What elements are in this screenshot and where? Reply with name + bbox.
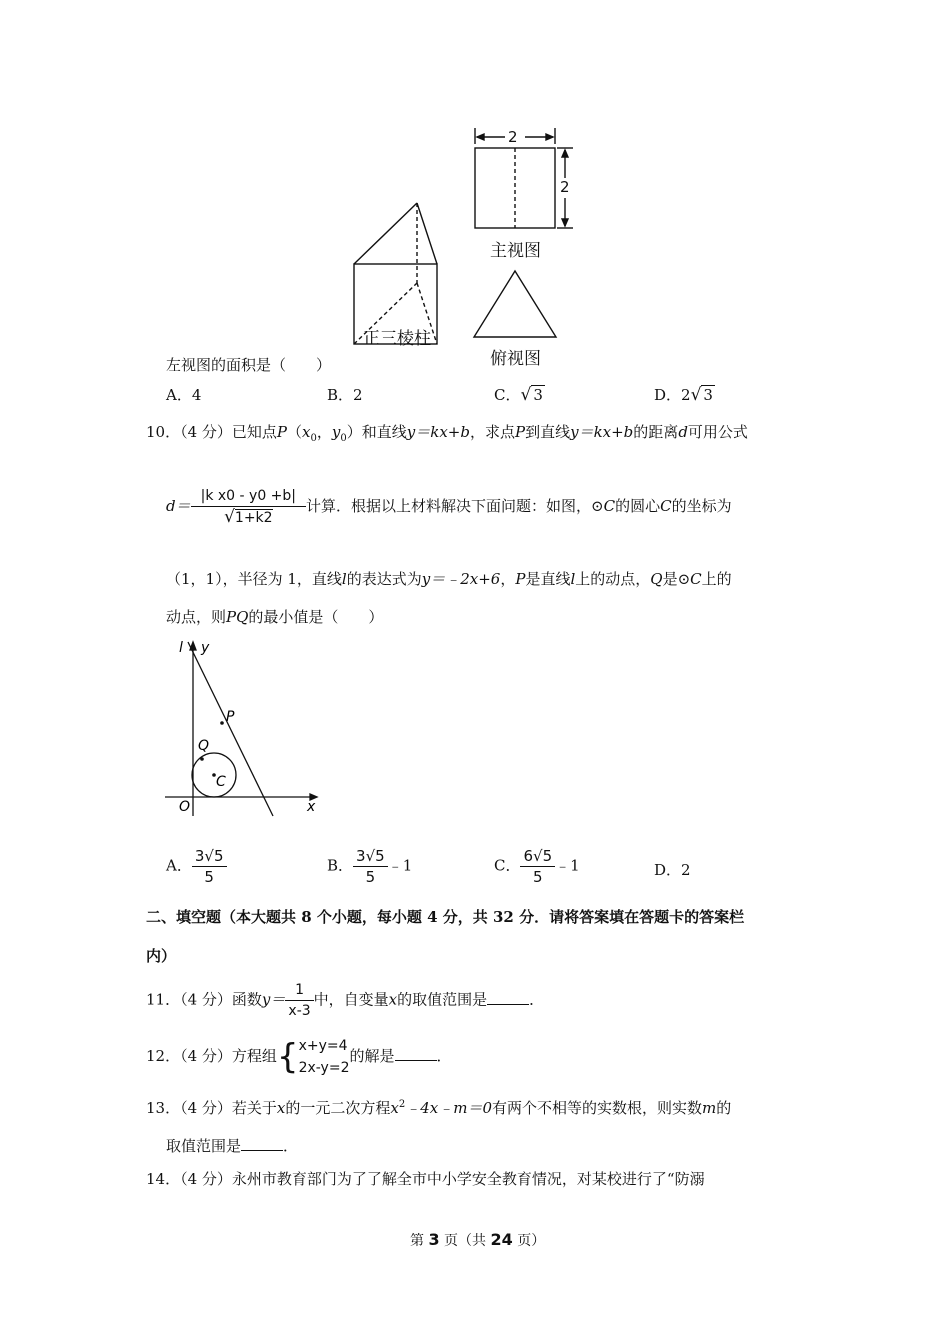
function-fraction	[285, 980, 313, 1021]
answer-blank[interactable]	[487, 990, 529, 1005]
text: ．	[529, 990, 545, 1009]
var: C	[660, 497, 672, 515]
question-score: （4 分）	[180, 1047, 232, 1065]
text: 可用公式	[687, 423, 748, 441]
top-view-label: 俯视图	[490, 349, 541, 369]
var: l	[341, 570, 347, 588]
q9-option-d[interactable]	[654, 384, 715, 405]
fraction-numerator: 3√5	[192, 846, 227, 867]
text: ．	[436, 1047, 452, 1065]
formula-denominator	[191, 507, 306, 528]
option-radicand: 3	[533, 386, 543, 404]
equation: y＝kx+b	[570, 423, 634, 441]
text: 已知点	[231, 423, 277, 441]
sqrt-icon: √	[520, 385, 532, 405]
var: m	[702, 1099, 717, 1117]
option-letter: A．	[166, 856, 192, 875]
text: （1，1），半径为 1，直线	[166, 570, 342, 588]
fraction-denominator: 5	[365, 868, 376, 886]
label-q: Q	[198, 738, 210, 754]
question-score: （4 分）	[180, 990, 232, 1009]
q10-line-2	[166, 486, 732, 528]
question-score: （4 分）	[180, 1099, 232, 1117]
equation: x	[390, 1099, 399, 1117]
label-x: x	[307, 799, 316, 815]
distance-formula	[191, 486, 306, 528]
option-radicand: 3	[703, 386, 713, 404]
var: y	[331, 423, 341, 441]
answer-blank[interactable]	[241, 1136, 283, 1151]
text: 的取值范围是	[397, 990, 488, 1009]
page-total: 24	[490, 1230, 513, 1249]
question-number: 14．	[146, 1170, 181, 1188]
q10-option-a[interactable]	[166, 846, 227, 887]
text: 的圆心	[615, 497, 661, 515]
point-q	[200, 757, 204, 761]
text: ，求点	[469, 423, 515, 441]
question-number: 12．	[146, 1047, 181, 1065]
q9-option-b[interactable]	[327, 384, 363, 405]
superscript: 2	[398, 1099, 406, 1110]
subscript: 0	[340, 433, 347, 444]
formula-numerator: |k x0 - y0 +b|	[191, 486, 306, 507]
text: 是⊙	[662, 570, 691, 588]
q10-option-b[interactable]	[327, 846, 412, 887]
q10-option-d[interactable]	[654, 859, 691, 880]
option-letter: B．	[327, 386, 354, 404]
text: 方程组	[231, 1047, 277, 1065]
option-fraction	[353, 846, 388, 887]
question-score: （4 分）	[180, 423, 232, 441]
label-p: P	[226, 709, 235, 725]
q9-option-a[interactable]	[166, 384, 201, 405]
q10-option-c[interactable]	[494, 846, 580, 887]
option-letter: C．	[494, 386, 521, 404]
text: ，	[316, 423, 332, 441]
brace-icon: {	[276, 1037, 299, 1077]
fraction-denominator: 5	[533, 868, 543, 886]
text: 动点，则	[166, 608, 227, 626]
option-letter: C．	[494, 856, 521, 875]
top-view-figure	[470, 268, 560, 340]
var: x	[302, 423, 311, 441]
q9-stem-tail: 左视图的面积是（ ）	[166, 356, 332, 374]
sqrt-icon: √	[224, 507, 235, 527]
option-value: 2	[353, 386, 363, 404]
var: P	[515, 570, 526, 588]
equation: y＝	[261, 990, 286, 1009]
var: d	[678, 423, 688, 441]
text: 的一元二次方程	[285, 1099, 391, 1117]
prism-label: 正三棱柱	[363, 329, 431, 349]
question-score: （4 分）	[180, 1170, 232, 1188]
option-value: 2	[681, 861, 691, 879]
text: 页（共	[444, 1233, 487, 1249]
equation-system	[299, 1035, 350, 1079]
text: 是直线	[525, 570, 571, 588]
var: C	[690, 570, 702, 588]
option-fraction	[192, 846, 227, 887]
answer-blank[interactable]	[395, 1046, 437, 1061]
label-l: l	[179, 640, 183, 656]
q10-graph	[165, 638, 325, 820]
text: 计算．根据以上材料解决下面问题：如图，⊙	[306, 497, 604, 515]
question-number: 13．	[146, 1099, 181, 1117]
q12	[146, 1035, 452, 1079]
dim-height-label: 2	[560, 178, 570, 196]
text: 取值范围是	[166, 1137, 242, 1155]
question-number: 11．	[146, 990, 181, 1009]
label-o: O	[179, 799, 191, 815]
text: 的	[716, 1099, 732, 1117]
text: 永州市教育部门为了了解全市中小学安全教育情况，对某校进行了“防溺	[231, 1170, 705, 1188]
text: ．	[283, 1137, 299, 1155]
q10-line-4	[166, 606, 383, 627]
var: x	[388, 990, 398, 1009]
front-view-label: 主视图	[490, 241, 541, 261]
dim-width-label: 2	[508, 128, 518, 146]
text: 的坐标为	[671, 497, 732, 515]
fraction-numerator: 6√5	[520, 846, 555, 867]
q13-line-2	[166, 1135, 298, 1156]
text: 第	[410, 1233, 424, 1249]
option-letter: D．	[654, 861, 682, 879]
option-suffix: ﹣1	[387, 856, 413, 875]
page-number: 3	[428, 1230, 440, 1249]
text: 的表达式为	[346, 570, 422, 588]
option-value: 4	[191, 386, 202, 404]
text: 中，自变量	[313, 990, 389, 1009]
page-footer	[410, 1230, 545, 1250]
option-letter: B．	[327, 856, 354, 875]
equation-1: x+y=4	[298, 1038, 348, 1054]
point-p	[220, 721, 224, 725]
var: P	[276, 423, 288, 441]
text: 若关于	[231, 1099, 277, 1117]
text: ）和直线	[346, 423, 407, 441]
q11	[146, 980, 544, 1021]
formula-radicand: 1+k2	[234, 510, 273, 526]
fraction-denominator: 5	[204, 868, 214, 886]
q10-line-3	[166, 568, 732, 589]
var: P	[514, 423, 526, 441]
option-suffix: ﹣1	[555, 856, 580, 875]
text: 上的	[701, 570, 732, 588]
text: 到直线	[525, 423, 571, 441]
sqrt-icon: √	[690, 385, 702, 405]
q10-line-1: 10．（4 分）已知点$P(x_0$，$y_0$）和直线y＝kx+b，求点P到直线y＝kx+b的距离d可用公式	[146, 423, 748, 444]
text: 有两个不相等的实数根，则实数	[492, 1099, 703, 1117]
text: 的距离	[633, 423, 679, 441]
equation-2: 2x-y=2	[298, 1060, 350, 1076]
question-number: 10．	[146, 423, 181, 441]
label-y: y	[201, 640, 210, 656]
option-fraction	[520, 846, 555, 887]
var: l	[570, 570, 576, 588]
text: 上的动点，	[575, 570, 651, 588]
text: 函数	[231, 990, 262, 1009]
q9-option-c[interactable]	[494, 384, 545, 405]
q13-line-1	[146, 1097, 731, 1118]
var: x	[276, 1099, 286, 1117]
option-letter: A．	[166, 386, 192, 404]
text: 页）	[517, 1233, 546, 1249]
formula-lhs: d＝	[166, 497, 191, 515]
option-coef: 2	[681, 386, 691, 404]
text: 的最小值是（ ）	[248, 608, 384, 626]
option-letter: D．	[654, 386, 682, 404]
section-heading: 二、填空题（本大题共 8 个小题，每小题 4 分，共 32 分．请将答案填在答题卡的答案栏	[146, 908, 745, 926]
equation: y＝﹣2x+6	[421, 570, 501, 588]
fraction-numerator: 3√5	[353, 846, 388, 867]
label-c: C	[216, 774, 226, 790]
equation: y＝kx+b	[406, 423, 470, 441]
subscript: 0	[310, 433, 317, 444]
text: ，	[500, 570, 516, 588]
text: 的解是	[349, 1047, 395, 1065]
var: PQ	[226, 608, 249, 626]
var: C	[603, 497, 616, 515]
q14-line-1	[146, 1168, 705, 1189]
fraction-denominator: x-3	[288, 1003, 311, 1019]
section-heading-cont: 内）	[146, 947, 177, 965]
var: Q	[650, 570, 663, 588]
equation: ﹣4x﹣m＝0	[405, 1099, 493, 1117]
fraction-numerator: 1	[285, 980, 313, 1001]
